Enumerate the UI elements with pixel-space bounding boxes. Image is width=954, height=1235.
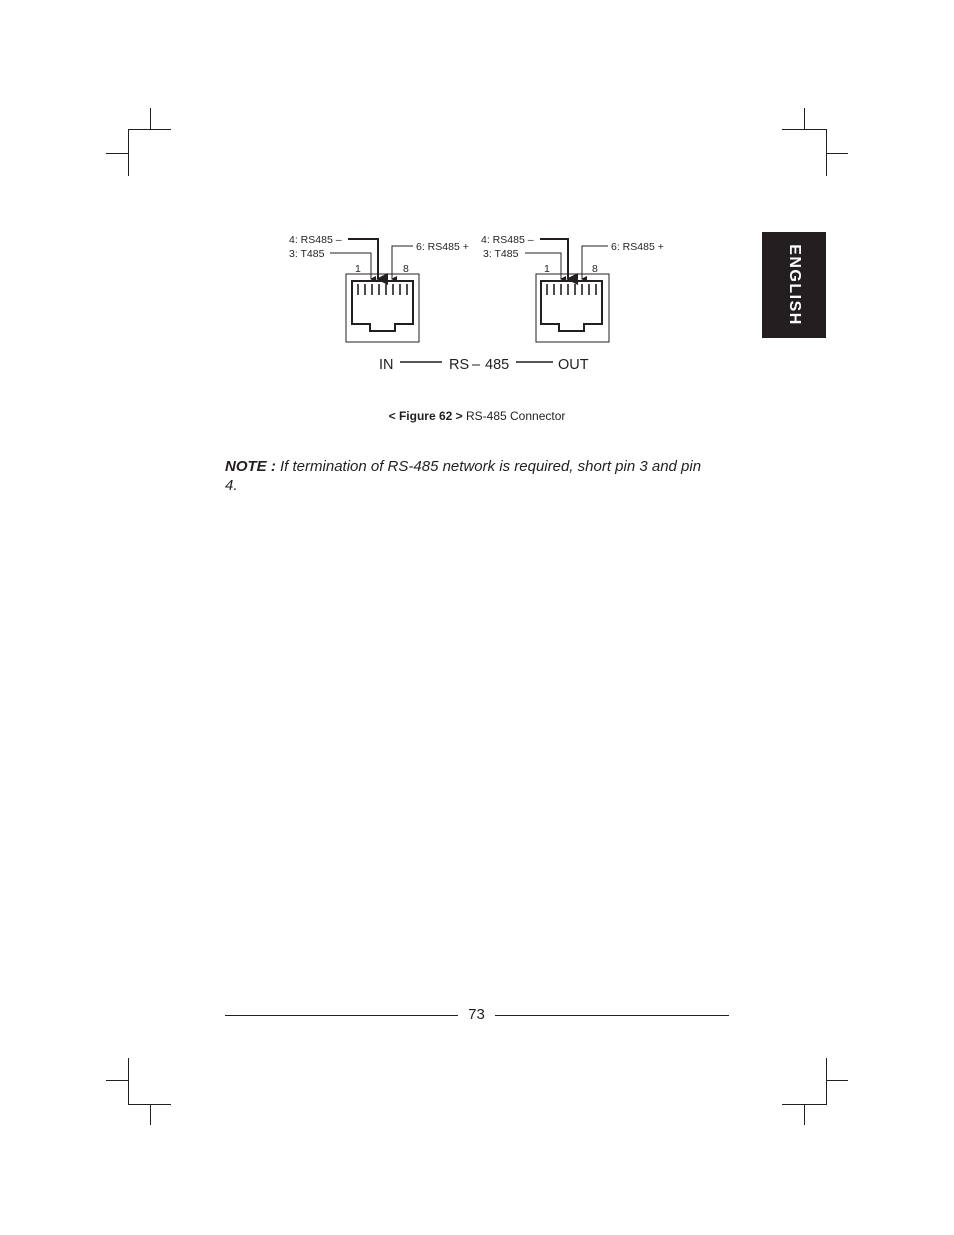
rs485-connector-diagram bbox=[0, 0, 954, 400]
connector-in-pin3-lead bbox=[330, 253, 371, 279]
note-text: If termination of RS-485 network is required, short pin 3 and pin 4. bbox=[225, 458, 702, 494]
connector-in-pin4-lead bbox=[348, 239, 378, 279]
crop-mark-bottom-right-vertical-2 bbox=[804, 1104, 805, 1125]
connector-out-pin1-number: 1 bbox=[544, 263, 550, 275]
connector-in bbox=[289, 234, 469, 342]
connector-in-socket bbox=[352, 281, 413, 331]
connector-out-pin3-label: 3: T485 bbox=[483, 248, 519, 260]
bus-label-number: 485 bbox=[485, 357, 510, 373]
bus-label-prefix: RS bbox=[449, 357, 470, 373]
connector-out bbox=[481, 234, 664, 342]
figure-caption bbox=[0, 409, 954, 423]
connector-in-pin6-label: 6: RS485 + bbox=[416, 241, 469, 253]
connector-in-pins bbox=[358, 284, 407, 295]
crop-mark-bottom-right-horizontal bbox=[826, 1080, 848, 1081]
crop-mark-bottom-left-vertical-2 bbox=[150, 1104, 151, 1125]
note-label: NOTE : bbox=[225, 458, 276, 475]
in-label: IN bbox=[379, 357, 394, 373]
connector-in-pin3-label: 3: T485 bbox=[289, 248, 325, 260]
footer-rule-right bbox=[495, 1015, 729, 1016]
crop-mark-bottom-right-vertical bbox=[826, 1058, 827, 1105]
crop-mark-bottom-left-vertical bbox=[128, 1058, 129, 1105]
connector-in-pin4-label: 4: RS485 – bbox=[289, 234, 342, 246]
crop-mark-bottom-left-horizontal bbox=[106, 1080, 128, 1081]
connector-in-pin8-number: 8 bbox=[403, 263, 409, 275]
language-tab-label: ENGLISH bbox=[786, 244, 803, 326]
page-number: 73 bbox=[468, 1006, 485, 1023]
out-label: OUT bbox=[558, 357, 589, 373]
figure-number: < Figure 62 > bbox=[388, 409, 463, 423]
connector-out-socket bbox=[541, 281, 602, 331]
figure-caption-text: RS-485 Connector bbox=[462, 409, 566, 423]
footer-rule-left bbox=[225, 1015, 458, 1016]
bus-label-dash: – bbox=[472, 357, 481, 373]
connector-out-pin4-label: 4: RS485 – bbox=[481, 234, 534, 246]
note-paragraph bbox=[225, 458, 705, 495]
connector-out-pin8-number: 8 bbox=[592, 263, 598, 275]
connector-in-pin1-number: 1 bbox=[355, 263, 361, 275]
connector-out-pin3-lead bbox=[525, 253, 561, 279]
connector-out-pins bbox=[547, 284, 596, 295]
connector-out-pin6-label: 6: RS485 + bbox=[611, 241, 664, 253]
